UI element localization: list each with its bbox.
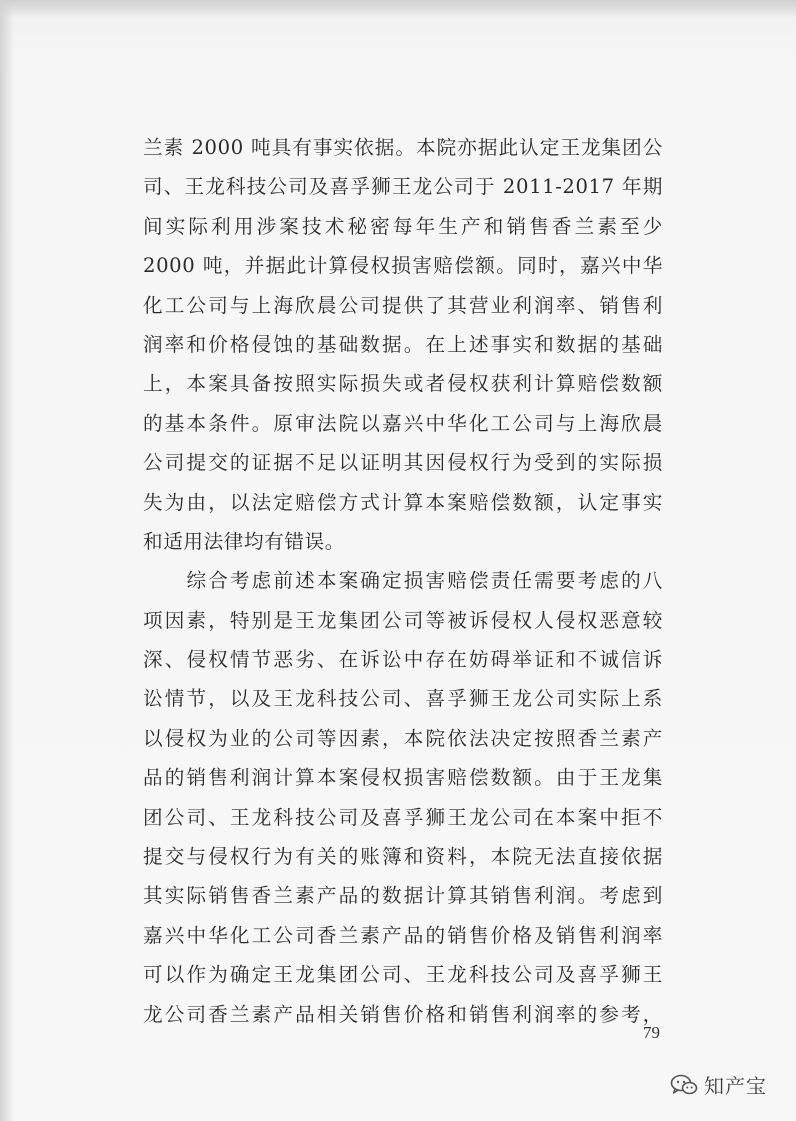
page-number: 79 — [643, 1023, 660, 1042]
text-line: 项因素，特别是王龙集团公司等被诉侵权人侵权恶意较 — [143, 608, 663, 632]
watermark-text: 知产宝 — [704, 1074, 767, 1098]
text-line: 以侵权为业的公司等因素，本院依法决定按照香兰素产 — [143, 726, 663, 750]
text-line: 提交与侵权行为有关的账簿和资料，本院无法直接依据 — [143, 845, 663, 869]
text-line: 司、王龙科技公司及喜孚狮王龙公司于 2011-2017 年期 — [143, 175, 663, 199]
text-line: 其实际销售香兰素产品的数据计算其销售利润。考虑到 — [143, 884, 663, 908]
text-line: 团公司、王龙科技公司及喜孚狮王龙公司在本案中拒不 — [143, 805, 663, 829]
scan-shadow-left — [0, 0, 14, 1121]
text-line: 失为由，以法定赔偿方式计算本案赔偿数额，认定事实 — [143, 490, 663, 514]
text-line: 间实际利用涉案技术秘密每年生产和销售香兰素至少 — [143, 214, 663, 238]
text-line: 龙公司香兰素产品相关销售价格和销售利润率的参考， — [143, 1002, 663, 1026]
watermark — [670, 1070, 767, 1099]
text-line: 公司提交的证据不足以证明其因侵权行为受到的实际损 — [143, 451, 663, 475]
scan-shadow-top — [0, 0, 796, 18]
text-line: 化工公司与上海欣晨公司提供了其营业利润率、销售利 — [143, 293, 663, 317]
paragraph-start-line: 综合考虑前述本案确定损害赔偿责任需要考虑的八 — [143, 569, 663, 593]
text-line: 可以作为确定王龙集团公司、王龙科技公司及喜孚狮王 — [143, 963, 663, 987]
text-line: 深、侵权情节恶劣、在诉讼中存在妨碍举证和不诚信诉 — [143, 648, 663, 672]
text-line: 嘉兴中华化工公司香兰素产品的销售价格及销售利润率 — [143, 923, 663, 947]
text-line: 润率和价格侵蚀的基础数据。在上述事实和数据的基础 — [143, 332, 663, 356]
text-line: 品的销售利润计算本案侵权损害赔偿数额。由于王龙集 — [143, 766, 663, 790]
text-line: 2000 吨，并据此计算侵权损害赔偿额。同时，嘉兴中华 — [143, 254, 663, 278]
wechat-icon — [670, 1074, 698, 1096]
body-text — [143, 128, 663, 1034]
text-line: 讼情节，以及王龙科技公司、喜孚狮王龙公司实际上系 — [143, 687, 663, 711]
text-line: 上，本案具备按照实际损失或者侵权获利计算赔偿数额 — [143, 372, 663, 396]
text-line: 的基本条件。原审法院以嘉兴中华化工公司与上海欣晨 — [143, 411, 663, 435]
text-line: 兰素 2000 吨具有事实依据。本院亦据此认定王龙集团公 — [143, 136, 663, 159]
text-line: 和适用法律均有错误。 — [143, 529, 345, 553]
